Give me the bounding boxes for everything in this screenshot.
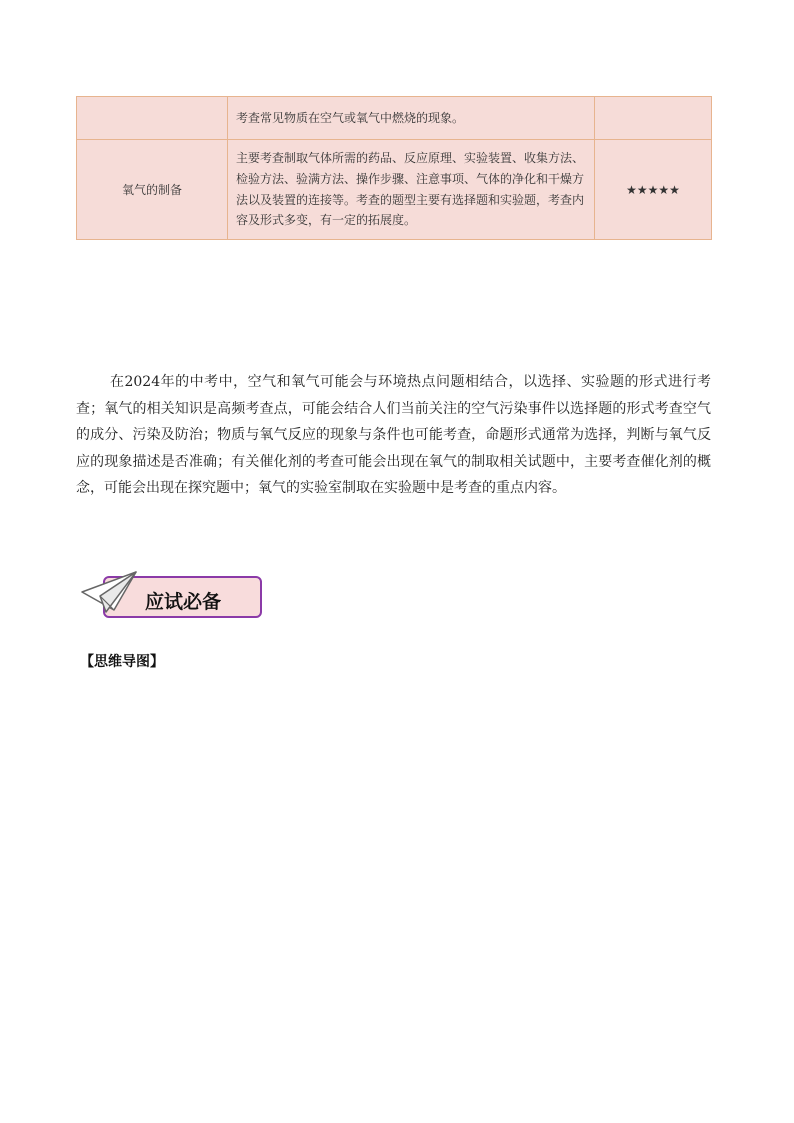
analysis-paragraph: 在2024年的中考中，空气和氧气可能会与环境热点问题相结合，以选择、实验题的形式进行考查；氧气的相关知识是高频考查点，可能会结合人们当前关注的空气污染事件以选择题的形式考查空气的成分、污染及防治；物质与氧气反应的现象与条件也可能考查，命题形式通常为选择，判断与氧气反应的现象描述是否准确；有关催化剂的考查可能会出现在氧气的制取相关试题中，主要考查催化剂的概念，可能会出现在探究题中；氧气的实验室制取在实验题中是考查的重点内容。 bbox=[76, 374, 711, 496]
topic-cell: 氧气的制备 bbox=[77, 140, 228, 240]
paper-plane-icon bbox=[80, 570, 138, 614]
topic-cell bbox=[77, 97, 228, 140]
description-cell: 考查常见物质在空气或氧气中燃烧的现象。 bbox=[228, 97, 595, 140]
rating-cell bbox=[595, 97, 712, 140]
banner-title: 应试必备 bbox=[145, 591, 222, 613]
rating-stars: ★★★★★ bbox=[595, 140, 712, 240]
exam-topic-table bbox=[76, 96, 712, 240]
table-row bbox=[77, 140, 712, 240]
table-row bbox=[77, 97, 712, 140]
mindmap-heading: 【思维导图】 bbox=[80, 654, 164, 670]
description-cell: 主要考查制取气体所需的药品、反应原理、实验装置、收集方法、检验方法、验满方法、操作步骤、注意事项、气体的净化和干燥方法以及装置的连接等。考查的题型主要有选择题和实验题，考查内容及形式多变，有一定的拓展度。 bbox=[228, 140, 595, 240]
